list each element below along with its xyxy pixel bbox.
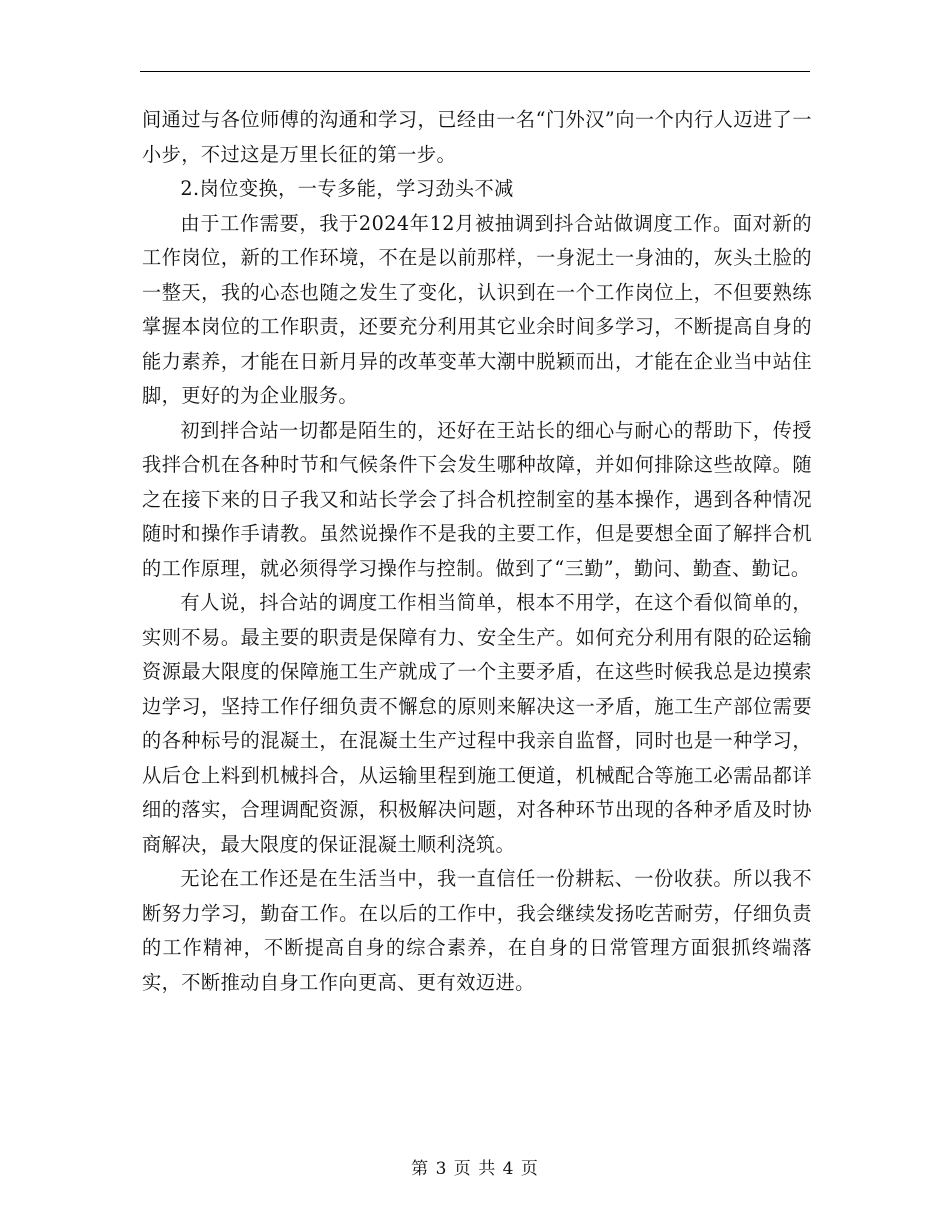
section-heading: 2.岗位变换，一专多能，学习劲头不减 (180, 177, 514, 200)
paragraph: 有人说，抖合站的调度工作相当简单，根本不用学，在这个看似简单的，实则不易。最主要的职责是保障有力、安全生产。如何充分利用有限的砼运输资源最大限度的保障施工生产就成了一个主要矛盾，在这些时候我总是边摸索边学习，坚持工作仔细负责不懈怠的原则来解决这一矛盾，施工生产部位需要的各种标号的混凝土，在混凝土生产过程中我亲自监督，同时也是一种学习，从后仓上料到机械抖合，从运输里程到施工便道，机械配合等施工必需品都详细的落实，合理调配资源，积极解决问题，对各种环节出现的各种矛盾及时协商解决，最大限度的保证混凝土顺利浇筑。 (142, 591, 812, 856)
paragraph-continuation: 间通过与各位师傅的沟通和学习，已经由一名“门外汉”向一个内行人迈进了一小步，不过这是万里长征的第一步。 (142, 108, 812, 166)
paragraph: 初到拌合站一切都是陌生的，还好在王站长的细心与耐心的帮助下，传授我拌合机在各种时节和气候条件下会发生哪种故障，并如何排除这些故障。随之在接下来的日子我又和站长学会了抖合机控制室的基本操作，遇到各种情况随时和操作手请教。虽然说操作不是我的主要工作，但是要想全面了解拌合机的工作原理，就必须得学习操作与控制。做到了“三勤”，勤问、勤查、勤记。 (142, 418, 812, 580)
paragraph: 由于工作需要，我于2024年12月被抽调到抖合站做调度工作。面对新的工作岗位，新的工作环境，不在是以前那样，一身泥土一身油的，灰头土脸的一整天，我的心态也随之发生了变化，认识到在一个工作岗位上，不但要熟练掌握本岗位的工作职责，还要充分利用其它业余时间多学习，不断提高自身的能力素养，才能在日新月异的改革变革大潮中脱颖而出，才能在企业当中站住脚，更好的为企业服务。 (142, 211, 812, 407)
page-number-footer: 第 3 页 共 4 页 (411, 1159, 539, 1179)
body-text (142, 103, 812, 1000)
header-rule (140, 71, 810, 72)
paragraph: 无论在工作还是在生活当中，我一直信任一份耕耘、一份收获。所以我不断努力学习，勤奋工作。在以后的工作中，我会继续发扬吃苦耐劳，仔细负责的工作精神，不断提高自身的综合素养，在自身的日常管理方面狠抓终端落实，不断推动自身工作向更高、更有效迈进。 (142, 867, 812, 994)
